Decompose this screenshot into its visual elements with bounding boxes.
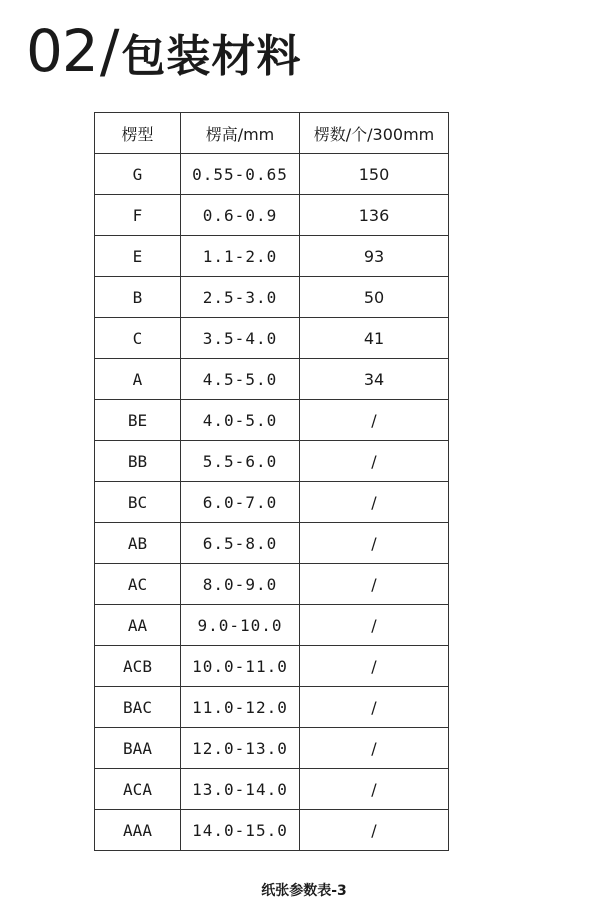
cell-flute-type: A	[95, 359, 181, 400]
cell-flute-height: 6.0-7.0	[181, 482, 300, 523]
cell-flute-type: BB	[95, 441, 181, 482]
cell-flute-type: AA	[95, 605, 181, 646]
cell-flute-height: 5.5-6.0	[181, 441, 300, 482]
cell-flute-height: 0.55-0.65	[181, 154, 300, 195]
cell-flute-count: 41	[300, 318, 449, 359]
table-row	[95, 564, 449, 605]
cell-flute-height: 4.5-5.0	[181, 359, 300, 400]
section-slash: /	[99, 17, 120, 85]
cell-flute-height: 2.5-3.0	[181, 277, 300, 318]
table-header-row	[95, 113, 449, 154]
cell-flute-height: 9.0-10.0	[181, 605, 300, 646]
cell-flute-count: 136	[300, 195, 449, 236]
table-row	[95, 400, 449, 441]
table-row	[95, 154, 449, 195]
table-row	[95, 728, 449, 769]
section-title: 包装材料	[121, 31, 302, 82]
cell-flute-height: 8.0-9.0	[181, 564, 300, 605]
cell-flute-count: /	[300, 687, 449, 728]
cell-flute-type: BE	[95, 400, 181, 441]
section-number: 02	[26, 17, 98, 85]
cell-flute-type: AC	[95, 564, 181, 605]
table-caption: 纸张参数表-3	[261, 883, 347, 899]
table-row	[95, 523, 449, 564]
table-row	[95, 277, 449, 318]
cell-flute-height: 13.0-14.0	[181, 769, 300, 810]
cell-flute-type: AAA	[95, 810, 181, 851]
cell-flute-height: 1.1-2.0	[181, 236, 300, 277]
cell-flute-height: 12.0-13.0	[181, 728, 300, 769]
table-row	[95, 605, 449, 646]
cell-flute-type: F	[95, 195, 181, 236]
header-flute-height: 楞高/mm	[181, 113, 300, 154]
flute-spec-table	[94, 112, 449, 851]
cell-flute-type: BAA	[95, 728, 181, 769]
cell-flute-type: BC	[95, 482, 181, 523]
table-row	[95, 769, 449, 810]
cell-flute-count: /	[300, 810, 449, 851]
cell-flute-height: 11.0-12.0	[181, 687, 300, 728]
cell-flute-type: ACA	[95, 769, 181, 810]
cell-flute-count: /	[300, 441, 449, 482]
cell-flute-count: 50	[300, 277, 449, 318]
cell-flute-height: 6.5-8.0	[181, 523, 300, 564]
cell-flute-count: /	[300, 400, 449, 441]
cell-flute-count: /	[300, 523, 449, 564]
table-row	[95, 318, 449, 359]
page-heading	[26, 17, 302, 85]
table-row	[95, 482, 449, 523]
header-flute-count: 楞数/个/300mm	[300, 113, 449, 154]
table-row	[95, 810, 449, 851]
cell-flute-height: 0.6-0.9	[181, 195, 300, 236]
table-row	[95, 441, 449, 482]
table-row	[95, 236, 449, 277]
table-row	[95, 646, 449, 687]
table-row	[95, 687, 449, 728]
cell-flute-count: 93	[300, 236, 449, 277]
cell-flute-type: AB	[95, 523, 181, 564]
cell-flute-type: B	[95, 277, 181, 318]
cell-flute-count: /	[300, 728, 449, 769]
cell-flute-count: /	[300, 605, 449, 646]
cell-flute-count: /	[300, 564, 449, 605]
cell-flute-count: 34	[300, 359, 449, 400]
cell-flute-height: 3.5-4.0	[181, 318, 300, 359]
cell-flute-type: E	[95, 236, 181, 277]
header-flute-type: 楞型	[95, 113, 181, 154]
cell-flute-count: /	[300, 482, 449, 523]
cell-flute-count: /	[300, 646, 449, 687]
cell-flute-type: ACB	[95, 646, 181, 687]
table-row	[95, 195, 449, 236]
cell-flute-type: BAC	[95, 687, 181, 728]
cell-flute-count: /	[300, 769, 449, 810]
table-row	[95, 359, 449, 400]
table-body	[95, 154, 449, 851]
cell-flute-count: 150	[300, 154, 449, 195]
cell-flute-height: 14.0-15.0	[181, 810, 300, 851]
cell-flute-type: C	[95, 318, 181, 359]
cell-flute-height: 4.0-5.0	[181, 400, 300, 441]
cell-flute-height: 10.0-11.0	[181, 646, 300, 687]
cell-flute-type: G	[95, 154, 181, 195]
